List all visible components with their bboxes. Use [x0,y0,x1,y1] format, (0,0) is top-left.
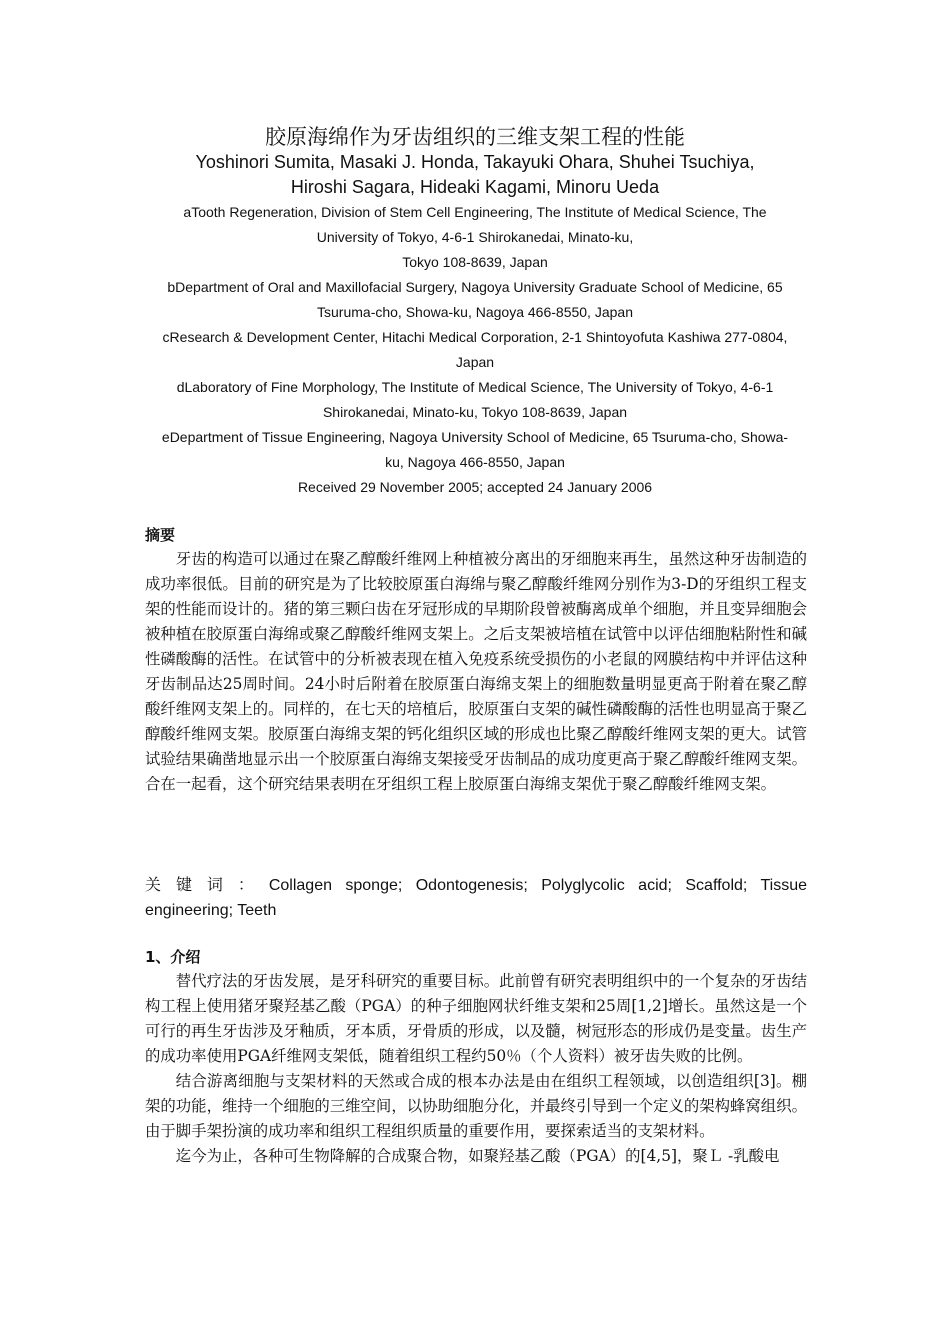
received-dates: Received 29 November 2005; accepted 24 January 2006 [297,479,653,495]
authors-line-1: Yoshinori Sumita, Masaki J. Honda, Takayuki Ohara, Shuhei Tsuchiya, [195,152,755,172]
keywords [145,872,807,923]
affiliations [130,200,820,500]
affiliation-line: cResearch & Development Center, Hitachi Medical Corporation, 2-1 Shintoyofuta Kashiwa 277-0804, [162,329,788,345]
affiliation-line: University of Tokyo, 4-6-1 Shirokanedai, Minato-ku, [316,229,634,245]
abstract-heading: 摘要 [145,526,176,544]
abstract-body [145,547,807,797]
keywords-text: Collagen sponge; Odontogenesis; Polyglycolic acid; Scaffold; Tissue engineering; Teeth [145,877,807,919]
intro-paragraph: 迄今为止，各种可生物降解的合成聚合物，如聚羟基乙酸（PGA）的[4,5]，聚Ｌ -乳酸电 [175,1147,780,1165]
affiliation-line: dLaboratory of Fine Morphology, The Institute of Medical Science, The University of Tokyo, 4-6-1 [176,379,774,395]
author-list [100,150,850,200]
affiliation-line: eDepartment of Tissue Engineering, Nagoya University School of Medicine, 65 Tsuruma-cho, Showa- [161,429,789,445]
intro-body [145,969,807,1169]
affiliation-line: ku, Nagoya 466-8550, Japan [385,454,565,470]
abstract-paragraph: 牙齿的构造可以通过在聚乙醇酸纤维网上种植被分离出的牙细胞来再生，虽然这种牙齿制造的成功率很低。目前的研究是为了比较胶原蛋白海绵与聚乙醇酸纤维网分别作为3-D的牙组织工程支架的性能而设计的。猪的第三颗臼齿在牙冠形成的早期阶段曾被酶离成单个细胞，并且变异细胞会被种植在胶原蛋白海绵或聚乙醇酸纤维网支架上。之后支架被培植在试管中以评估细胞粘附性和碱性磷酸酶的活性。在试管中的分析被表现在植入免疫系统受损伤的小老鼠的网膜结构中并评估这种牙齿制品达25周时间。24小时后附着在胶原蛋白海绵支架上的细胞数量明显更高于附着在聚乙醇酸纤维网支架上的。同样的，在七天的培植后，胶原蛋白支架的碱性磷酸酶的活性也明显高于聚乙醇酸纤维网支架。胶原蛋白海绵支架的钙化组织区域的形成也比聚乙醇酸纤维网支架的更大。试管试验结果确凿地显示出一个胶原蛋白海绵支架接受牙齿制品的成功度更高于聚乙醇酸纤维网支架。合在一起看，这个研究结果表明在牙组织工程上胶原蛋白海绵支架优于聚乙醇酸纤维网支架。 [145,550,807,793]
affiliation-line: aTooth Regeneration, Division of Stem Cell Engineering, The Institute of Medical Science, The [183,204,767,220]
intro-paragraph: 替代疗法的牙齿发展，是牙科研究的重要目标。此前曾有研究表明组织中的一个复杂的牙齿结构工程上使用猪牙聚羟基乙酸（PGA）的种子细胞网状纤维支架和25周[1,2]增长。虽然这是一个可行的再生牙齿涉及牙釉质，牙本质，牙骨质的形成，以及髓，树冠形态的形成仍是变量。齿生产的成功率使用PGA纤维网支架低，随着组织工程约50％（个人资料）被牙齿失败的比例。 [145,972,807,1065]
affiliation-line: Japan [455,354,495,370]
affiliation-line: bDepartment of Oral and Maxillofacial Surgery, Nagoya University Graduate School of Medicine, 65 [167,279,783,295]
intro-heading: 1、介绍 [145,948,201,966]
intro-paragraph: 结合游离细胞与支架材料的天然或合成的根本办法是由在组织工程领域，以创造组织[3]。棚架的功能，维持一个细胞的三维空间，以协助细胞分化，并最终引导到一个定义的架构蜂窝组织。由于脚手架扮演的成功率和组织工程组织质量的重要作用，要探索适当的支架材料。 [145,1072,807,1140]
keywords-label: 关键词： [145,875,269,894]
affiliation-line: Tsuruma-cho, Showa-ku, Nagoya 466-8550, Japan [317,304,633,320]
affiliation-line: Tokyo 108-8639, Japan [402,254,548,270]
affiliation-line: Shirokanedai, Minato-ku, Tokyo 108-8639, Japan [322,404,628,420]
paper-title: 胶原海绵作为牙齿组织的三维支架工程的性能 [265,125,685,149]
authors-line-2: Hiroshi Sagara, Hideaki Kagami, Minoru Ueda [290,177,660,197]
